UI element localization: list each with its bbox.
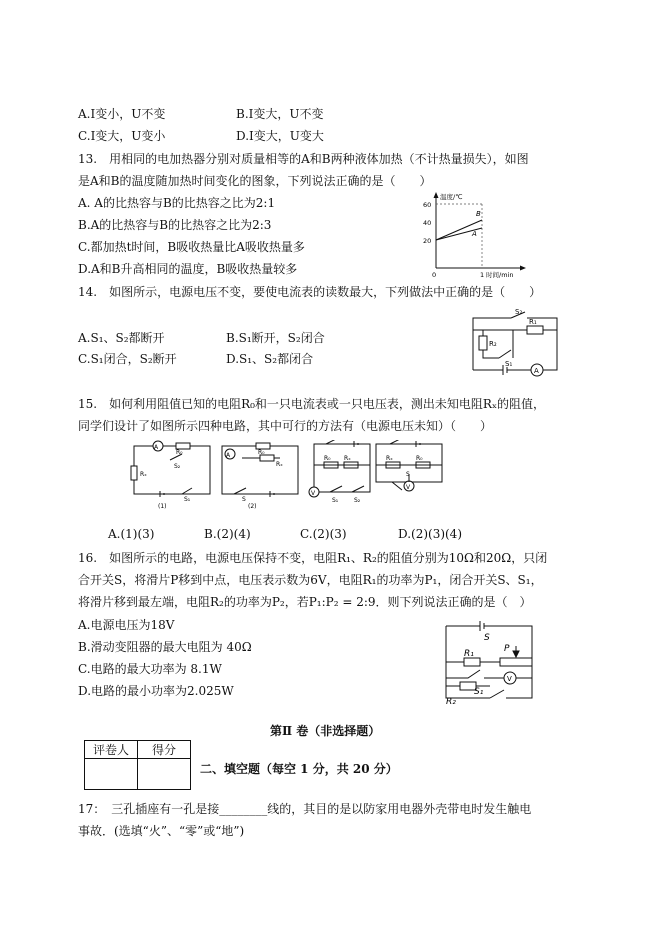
section2-heading: 二、填空题（每空 1 分，共 20 分） [200,762,398,776]
q16-option-d: D.电路的最小功率为2.025W [78,684,234,698]
q12-option-b: B.I变大，U不变 [236,107,324,121]
q14-ammeter-label: A [534,367,539,375]
circuit2-r0-label: R₀ [258,449,265,456]
score-label: 得分 [138,741,191,759]
grader-cell[interactable] [85,759,138,790]
q14-stem: 14. 如图所示，电源电压不变，要使电流表的读数最大，下列做法中正确的是（ ） [78,285,542,299]
q14-s2-label: S₂ [515,308,523,316]
q16-circuit-diagram [440,618,540,706]
circuit2-rx-label: Rₓ [276,461,283,468]
q13-option-d: D.A和B升高相同的温度，B吸收热量较多 [78,262,298,276]
q14-r1-label: R₁ [529,318,537,326]
graph-line-a-label: A [472,230,477,238]
q12-option-d: D.I变大，U变大 [236,129,324,143]
q14-option-b: B.S₁断开，S₂闭合 [226,331,325,345]
score-table [84,740,191,790]
q13-option-b: B.A的比热容与B的比热容之比为2:3 [78,218,272,232]
q15-option-c: C.(2)(3) [300,527,347,541]
q17-line2: 事故．(选填“火”、“零”或“地”) [78,824,245,838]
score-cell[interactable] [138,759,191,790]
q16-option-c: C.电路的最大功率为 8.1W [78,662,222,676]
q16-stem-line3: 将滑片移到最左端，电阻R₂的功率为P₂，若P₁:P₂ = 2:9．则下列说法正确的是（ ） [78,595,532,609]
circuit3-rx-label: Rₓ [344,455,351,462]
circuit3-voltmeter-icon: V [311,490,316,497]
q15-stem-line2: 同学们设计了如图所示四种电路，其中可行的方法有（电源电压未知）（ ） [78,419,493,433]
q16-p-label: P [504,644,510,654]
circuit1-rx-label: Rₓ [140,471,147,478]
q15-option-b: B.(2)(4) [204,527,251,541]
q13-stem-line1: 13. 用相同的电加热器分别对质量相等的A和B两种液体加热（不计热量损失），如图 [78,152,529,166]
circuit2-caption: (2) [248,503,257,510]
circuit3-s2-label: S₂ [354,497,361,504]
circuit4-voltmeter-icon: V [406,484,411,491]
q12-option-a: A.I变小，U不变 [78,107,166,121]
q16-s-label: S [484,633,490,643]
circuit4-s-label: S [406,471,410,478]
q13-temperature-graph [420,190,530,280]
q16-option-b: B.滑动变阻器的最大电阻为 40Ω [78,640,252,654]
q15-option-a: A.(1)(3) [108,527,155,541]
q12-option-c: C.I变大，U变小 [78,129,166,143]
q13-option-a: A. A的比热容与B的比热容之比为2:1 [78,196,276,210]
circuit4-r0-label: R₀ [416,455,423,462]
q16-s1-label: S₁ [474,687,484,697]
q16-stem-line1: 16. 如图所示的电路，电源电压保持不变，电阻R₁、R₂的阻值分别为10Ω和20Ω，只闭 [78,551,548,565]
section2-title: 第Ⅱ 卷（非选择题） [270,724,381,738]
graph-line-b-label: B [476,210,481,218]
q17-line1: 17： 三孔插座有一孔是接________线的，其目的是以防家用电器外壳带电时发生触电 [78,802,532,816]
q15-option-d: D.(2)(3)(4) [398,527,463,541]
circuit3-r0-label: R₀ [324,455,331,462]
q15-circuits-figure [130,440,455,510]
circuit1-caption: (1) [158,503,167,510]
q13-stem-line2: 是A和B的温度随加热时间变化的图象，下列说法正确的是（ ） [78,174,432,188]
q14-circuit-diagram [465,306,565,378]
q16-r2-label: R₂ [446,697,456,706]
circuit1-r0-label: R₀ [176,449,183,456]
circuit1-s2-label: S₂ [174,463,181,470]
q16-voltmeter-label: V [507,675,512,683]
graph-origin: 0 [432,271,437,279]
q14-option-c: C.S₁闭合，S₂断开 [78,352,177,366]
grader-label: 评卷人 [85,741,138,759]
q16-option-a: A.电源电压为18V [78,618,175,632]
circuit2-ammeter-icon: A [226,452,231,459]
graph-ytick-60: 60 [423,201,432,209]
graph-ylabel: 温度/℃ [440,193,463,201]
q16-r1-label: R₁ [464,649,474,659]
circuit1-s1-label: S₁ [184,496,191,503]
q14-option-a: A.S₁、S₂都断开 [78,331,165,345]
q14-s1-label: S₁ [505,360,513,368]
circuit1-ammeter-icon: A [154,444,159,451]
graph-ytick-20: 20 [423,237,432,245]
graph-xlabel: 时间/min [486,271,514,279]
q14-option-d: D.S₁、S₂都闭合 [226,352,314,366]
q16-stem-line2: 合开关S，将滑片P移到中点，电压表示数为6V，电阻R₁的功率为P₁，闭合开关S、S₁， [78,573,543,587]
circuit2-s-label: S [242,496,246,503]
graph-ytick-40: 40 [423,219,432,227]
q15-stem-line1: 15. 如何利用阻值已知的电阻R₀和一只电流表或一只电压表，测出未知电阻Rₓ的阻值， [78,397,546,411]
circuit4-rx-label: Rₓ [386,455,393,462]
q14-r2-label: R₂ [489,340,497,348]
graph-xtick: 1 [480,271,485,279]
q13-option-c: C.都加热t时间，B吸收热量比A吸收热量多 [78,240,305,254]
circuit3-s1-label: S₁ [332,497,339,504]
